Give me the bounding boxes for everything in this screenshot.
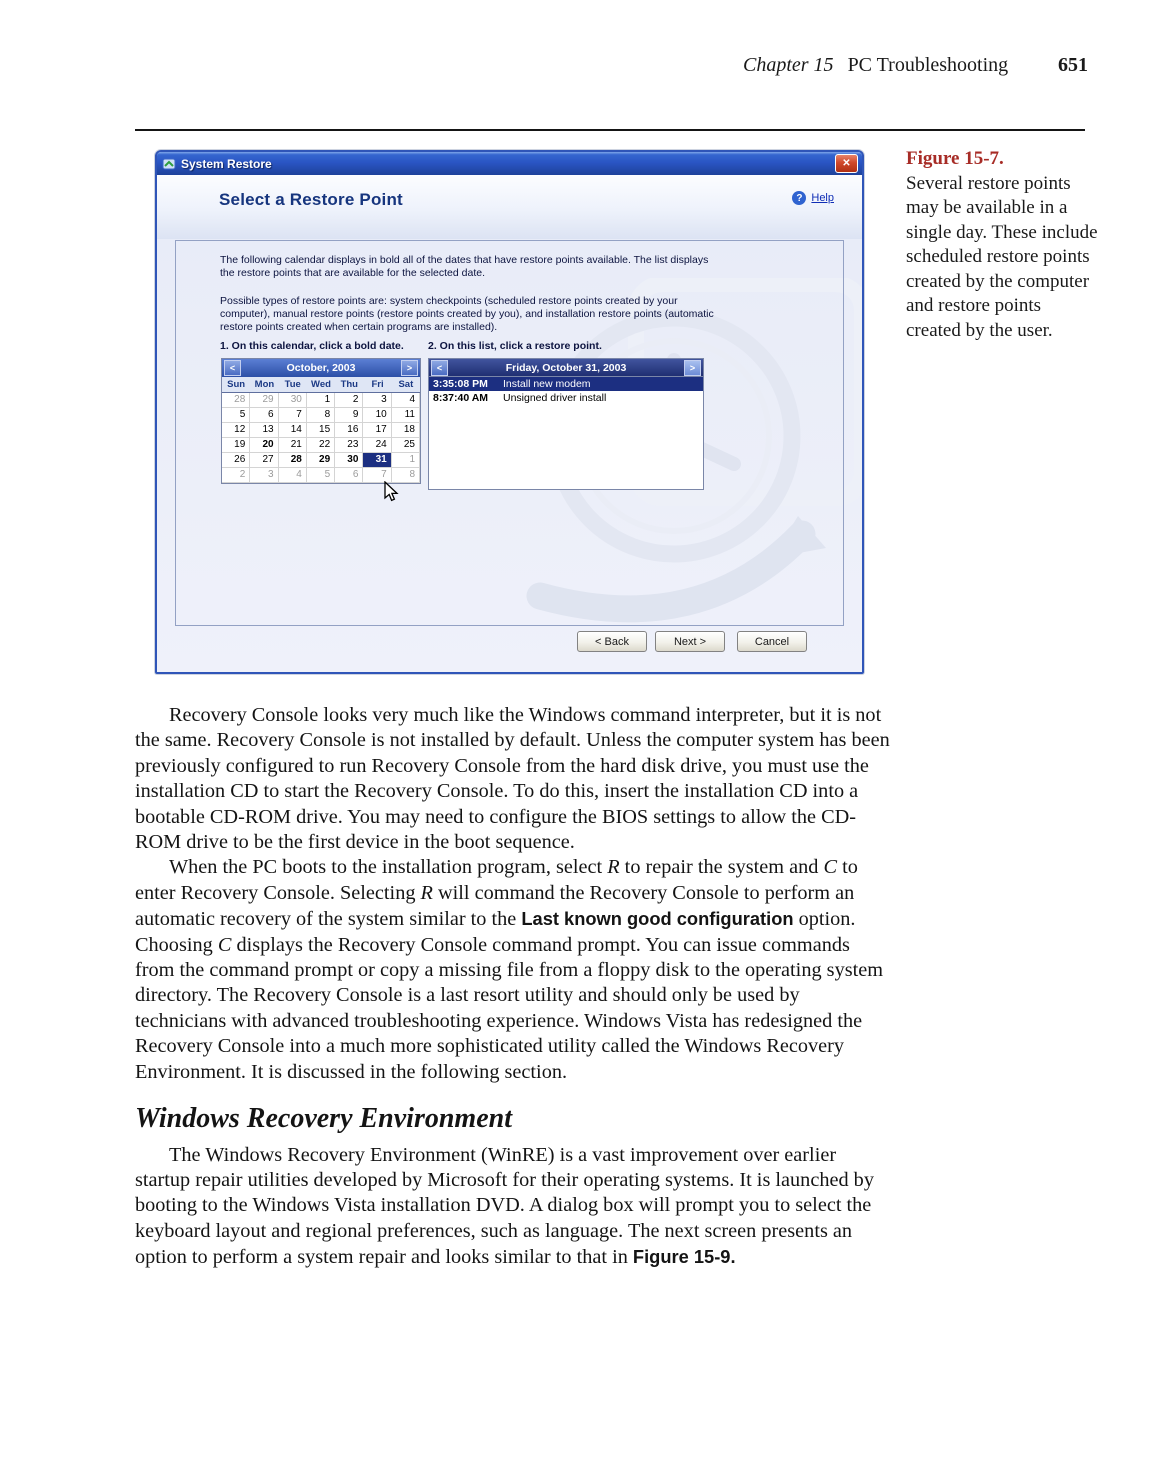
calendar-day: 3 xyxy=(250,468,278,483)
calendar-day[interactable]: 11 xyxy=(392,408,420,423)
calendar-day[interactable]: 7 xyxy=(279,408,307,423)
calendar-day[interactable]: 22 xyxy=(307,438,335,453)
list-prev-button[interactable]: < xyxy=(431,360,448,376)
figure-caption xyxy=(906,147,1098,343)
calendar-day[interactable]: 18 xyxy=(392,423,420,438)
help-label: Help xyxy=(811,192,834,204)
calendar-day[interactable]: 17 xyxy=(363,423,391,438)
text-segment: When the PC boots to the installation program, select xyxy=(169,856,608,879)
calendar-day[interactable]: 29 xyxy=(307,453,335,468)
calendar-day[interactable]: 10 xyxy=(363,408,391,423)
calendar-day: 4 xyxy=(279,468,307,483)
restore-point-list xyxy=(428,376,704,490)
calendar-day: 7 xyxy=(363,468,391,483)
calendar-day[interactable]: 12 xyxy=(222,423,250,438)
calendar-day[interactable]: 1 xyxy=(307,393,335,408)
calendar-day: 29 xyxy=(250,393,278,408)
paragraph-recovery-console-2 xyxy=(135,855,891,1085)
restore-list-panel xyxy=(428,358,704,490)
calendar-day[interactable]: 3 xyxy=(363,393,391,408)
calendar-day-header: Fri xyxy=(371,379,384,390)
calendar-day[interactable]: 5 xyxy=(222,408,250,423)
restore-types-text: Possible types of restore points are: system checkpoints (scheduled restore points created by your computer), manual restore points (restore points created by you), and installation restore points (automatic restore points created when certain programs are installed). xyxy=(220,295,714,333)
calendar-day[interactable]: 31 xyxy=(363,453,391,468)
calendar-intro-text: The following calendar displays in bold all of the dates that have restore points available. The list displays the restore points that are available for the selected date. xyxy=(220,254,709,279)
calendar-day: 28 xyxy=(222,393,250,408)
calendar-day-header: Tue xyxy=(284,379,301,390)
calendar-day: 6 xyxy=(335,468,363,483)
restore-point-label: Install new modem xyxy=(503,378,591,390)
calendar-day[interactable]: 21 xyxy=(279,438,307,453)
text-segment: Last known good configuration xyxy=(521,908,794,930)
back-button[interactable]: < Back xyxy=(577,631,647,652)
calendar-header xyxy=(222,359,420,377)
calendar-day: 30 xyxy=(279,393,307,408)
system-restore-icon xyxy=(162,157,176,171)
calendar-day[interactable]: 25 xyxy=(392,438,420,453)
calendar-day[interactable]: 6 xyxy=(250,408,278,423)
calendar-month-label: October, 2003 xyxy=(286,362,356,374)
paragraph-recovery-console-1: Recovery Console looks very much like the Windows command interpreter, but it is not the same. Recovery Console is not installed by default. Unless the computer system has been previously configured to run Recovery Console from the hard disk drive, you must use the installation CD to start the Recovery Console. To do this, insert the installation CD into a bootable CD-ROM drive. You may need to configure the BIOS settings to allow the CD-ROM drive to be the first device in the boot sequence. xyxy=(135,704,890,854)
calendar xyxy=(221,358,421,484)
calendar-day-header: Thu xyxy=(340,379,358,390)
text-segment: C xyxy=(217,933,232,956)
text-segment: option. Choosing xyxy=(135,908,856,956)
header-rule xyxy=(135,129,1085,131)
window-title: System Restore xyxy=(181,156,272,171)
text-segment: Figure 15-9. xyxy=(632,1246,736,1268)
calendar-day: 2 xyxy=(222,468,250,483)
text-segment: R xyxy=(420,881,433,904)
help-icon: ? xyxy=(792,191,806,205)
calendar-day-row xyxy=(222,377,420,393)
text-segment: will command the Recovery Console to perform an automatic recovery of the system similar to the xyxy=(135,881,855,931)
calendar-day[interactable]: 23 xyxy=(335,438,363,453)
cancel-button[interactable]: Cancel xyxy=(737,631,807,652)
calendar-day[interactable]: 4 xyxy=(392,393,420,408)
text-segment: C xyxy=(823,856,838,879)
page-number: 651 xyxy=(1058,54,1088,76)
list-date-label: Friday, October 31, 2003 xyxy=(505,361,627,374)
running-head xyxy=(743,54,1088,77)
dialog-heading: Select a Restore Point xyxy=(219,190,403,209)
restore-list-header xyxy=(428,358,704,376)
section-heading: Windows Recovery Environment xyxy=(135,1103,512,1135)
list-next-button[interactable]: > xyxy=(684,360,701,376)
calendar-day[interactable]: 24 xyxy=(363,438,391,453)
close-button[interactable]: ✕ xyxy=(835,154,858,173)
help-link[interactable] xyxy=(792,191,834,205)
text-segment: to repair the system and xyxy=(619,856,824,879)
calendar-day-header: Wed xyxy=(311,379,331,390)
calendar-day[interactable]: 15 xyxy=(307,423,335,438)
calendar-prev-button[interactable]: < xyxy=(224,360,241,376)
titlebar xyxy=(157,152,862,175)
dialog-content xyxy=(175,240,844,626)
calendar-day-header: Sun xyxy=(227,379,246,390)
calendar-day[interactable]: 16 xyxy=(335,423,363,438)
figure-caption-text: Several restore points may be available in a single day. These include scheduled restore points created by the computer and restore points created by the user. xyxy=(906,172,1098,341)
system-restore-window xyxy=(155,150,864,674)
calendar-day[interactable]: 14 xyxy=(279,423,307,438)
figure-label: Figure 15-7. xyxy=(906,148,1004,169)
calendar-day-header: Sat xyxy=(398,379,414,390)
paragraph-winre xyxy=(135,1143,891,1271)
calendar-day[interactable]: 19 xyxy=(222,438,250,453)
calendar-day: 5 xyxy=(307,468,335,483)
calendar-day[interactable]: 2 xyxy=(335,393,363,408)
calendar-day[interactable]: 26 xyxy=(222,453,250,468)
body-text xyxy=(135,703,891,1271)
mouse-cursor-icon xyxy=(382,481,400,503)
calendar-day[interactable]: 8 xyxy=(307,408,335,423)
text-segment: to enter Recovery Console. Selecting xyxy=(135,856,858,904)
calendar-day[interactable]: 20 xyxy=(250,438,278,453)
restore-point-time: 8:37:40 AM xyxy=(433,392,489,404)
chapter-label: Chapter 15 xyxy=(743,54,834,76)
calendar-day-header: Mon xyxy=(254,379,275,390)
text-segment: The Windows Recovery Environment (WinRE) is a vast improvement over earlier startup repair utilities developed by Microsoft for their operating systems. It is launched by booting to the Windows Vista installation DVD. A dialog box will prompt you to select the keyboard layout and regional preferences, such as language. The next screen presents an option to perform a system repair and looks similar to that in xyxy=(135,1143,874,1269)
text-segment: displays the Recovery Console command prompt. You can issue commands from the command prompt or copy a missing file from a floppy disk to the operating system directory. The Recovery Console is a last resort utility and should only be used by technicians with advanced troubleshooting experience. Windows Vista has redesigned the Recovery Console into a much more sophisticated utility called the Windows Recovery Environment. It is discussed in the following section. xyxy=(135,933,884,1083)
calendar-next-button[interactable]: > xyxy=(401,360,418,376)
restore-point-label: Unsigned driver install xyxy=(503,392,607,404)
step2-label: 2. On this list, click a restore point. xyxy=(428,340,602,352)
restore-point-item[interactable] xyxy=(429,377,703,391)
calendar-day[interactable]: 30 xyxy=(335,453,363,468)
calendar-day: 8 xyxy=(392,468,420,483)
next-button[interactable]: Next > xyxy=(655,631,725,652)
chapter-title: PC Troubleshooting xyxy=(847,54,1009,76)
calendar-day: 1 xyxy=(392,453,420,468)
dialog-header xyxy=(157,175,862,239)
calendar-day[interactable]: 28 xyxy=(279,453,307,468)
calendar-day[interactable]: 13 xyxy=(250,423,278,438)
calendar-day[interactable]: 9 xyxy=(335,408,363,423)
calendar-grid xyxy=(222,393,420,483)
restore-point-time: 3:35:08 PM xyxy=(433,378,488,390)
calendar-day[interactable]: 27 xyxy=(250,453,278,468)
step1-label: 1. On this calendar, click a bold date. xyxy=(220,340,404,352)
text-segment: R xyxy=(607,856,620,879)
restore-point-item[interactable] xyxy=(429,391,703,405)
